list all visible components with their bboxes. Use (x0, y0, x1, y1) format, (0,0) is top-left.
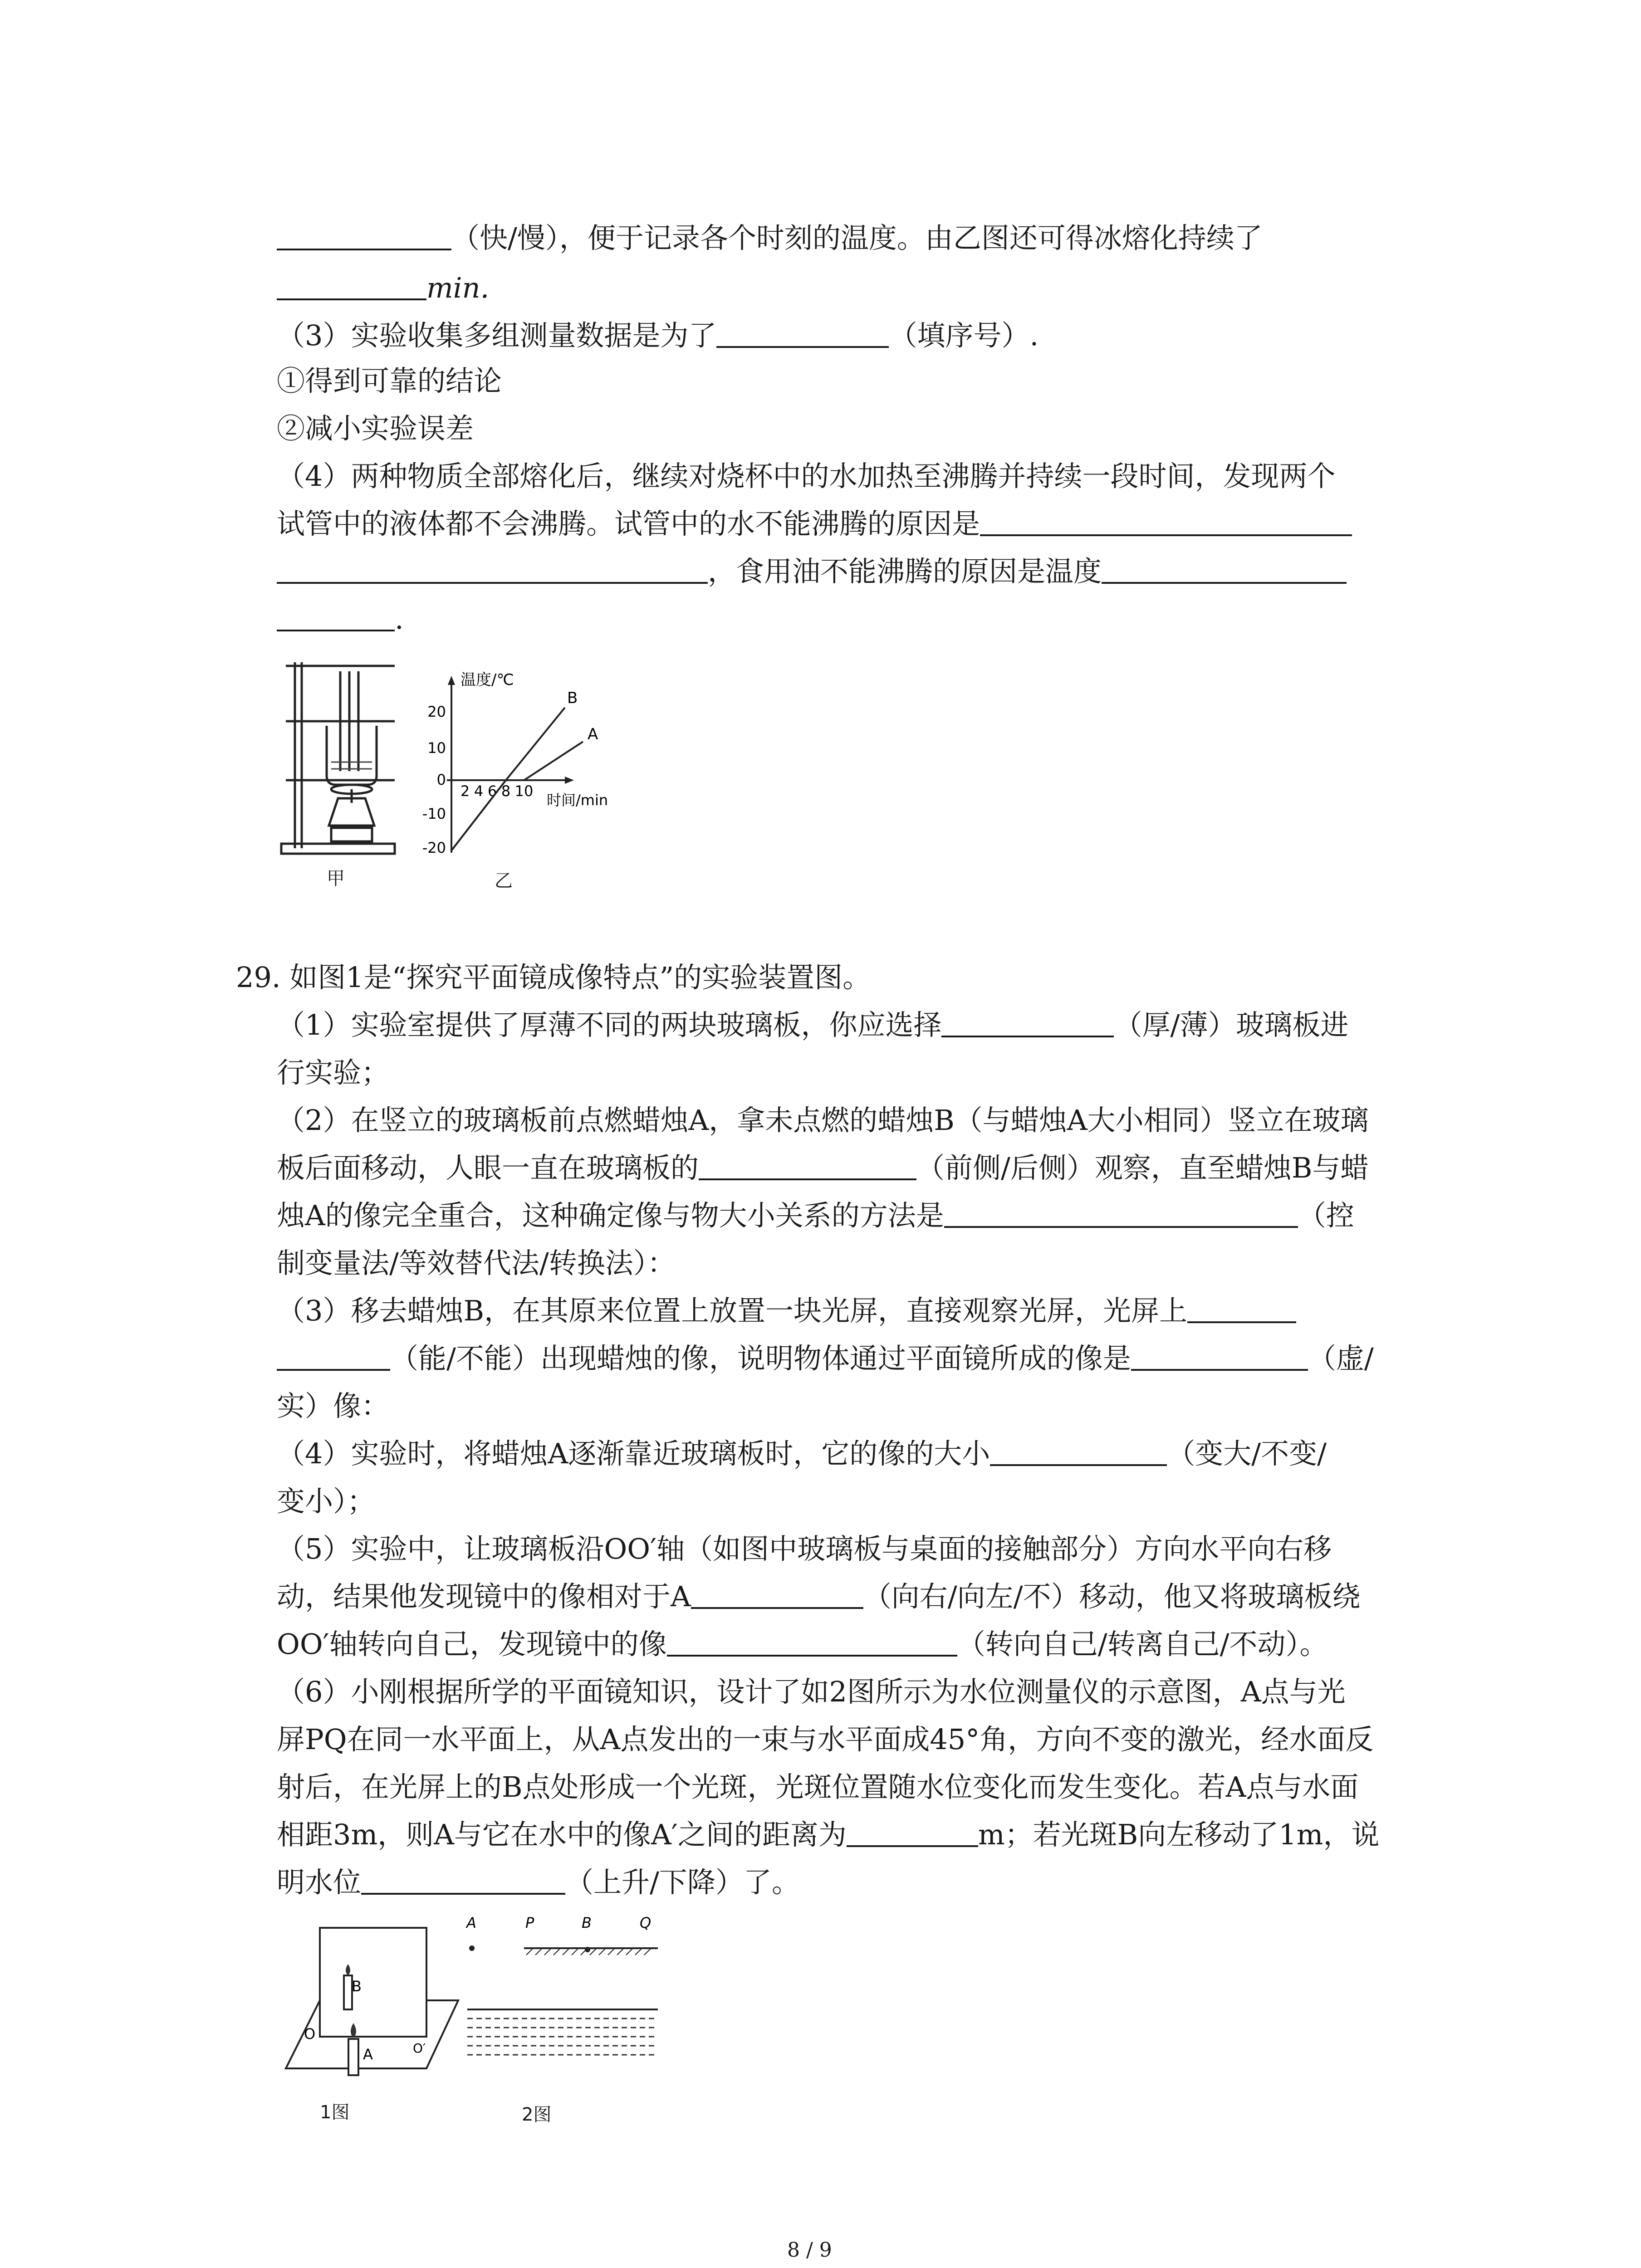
q28-option-2: ②减小实验误差 (277, 412, 474, 445)
q29-part6-line3: 射后，在光屏上的B点处形成一个光斑，光斑位置随水位变化而发生变化。若A点与水面 (277, 1770, 1359, 1804)
q28-line-6: （4）两种物质全部熔化后，继续对烧杯中的水加热至沸腾并持续一段时间，发现两个 (277, 459, 1336, 493)
label-p: P (525, 1914, 534, 1931)
q29-part5-line2: 动，结果他发现镜中的像相对于A （向右/向左/不）移动，他又将玻璃板绕 (277, 1580, 1361, 1613)
label-b: B (582, 1914, 592, 1931)
answer-blank[interactable] (716, 318, 889, 348)
y-axis-label: 温度/℃ (460, 671, 514, 689)
q29-part5-line3: OO′轴转向自己，发现镜中的像 （转向自己/转离自己/不动）。 (277, 1628, 1328, 1661)
y-tick-label: 0 (436, 771, 446, 788)
q28-line-7: 试管中的液体都不会沸腾。试管中的水不能沸腾的原因是 (277, 506, 1352, 542)
q28-line-1: （快/慢），便于记录各个时刻的温度。由乙图还可得冰熔化持续了 (277, 220, 1263, 256)
figure-yi-graph (415, 671, 696, 862)
answer-blank[interactable] (667, 1627, 957, 1657)
figure-jia-caption: 甲 (327, 868, 345, 889)
q29-part3-line1: （3）移去蜡烛B，在其原来位置上放置一块光屏，直接观察光屏，光屏上 (277, 1293, 1296, 1329)
answer-blank[interactable] (691, 1579, 863, 1609)
q29-part4-line2: 变小）； (277, 1485, 376, 1518)
q29-part2-line4: 制变量法/等效替代法/转换法）： (277, 1246, 676, 1280)
x-tick-label: 4 (474, 782, 484, 800)
q28-line-8: ，食用油不能沸腾的原因是温度 (277, 553, 1347, 590)
y-tick-label: 20 (427, 703, 446, 720)
figure-yi-caption: 乙 (495, 870, 513, 891)
q28-line-2: min. (277, 270, 489, 306)
page-number: 8 / 9 (787, 2239, 832, 2262)
answer-blank[interactable] (980, 506, 1352, 536)
x-tick-label: 8 (501, 782, 511, 800)
figure-2-caption: 2图 (522, 2104, 552, 2125)
q29-part2-line3: 烛A的像完全重合，这种确定像与物大小关系的方法是 （控 (277, 1199, 1354, 1232)
answer-blank[interactable] (361, 1865, 565, 1895)
candle-b (344, 1975, 352, 2009)
answer-blank[interactable] (1131, 1341, 1308, 1371)
series-a-label: A (588, 725, 598, 743)
point-a (469, 1945, 475, 1951)
q29-part6-line5: 明水位 （上升/下降）了。 (277, 1866, 800, 1899)
label-b: B (352, 1978, 362, 1995)
label-o: O (304, 2025, 316, 2043)
answer-blank[interactable] (277, 601, 395, 631)
q29-part2-line2: 板后面移动，人眼一直在玻璃板的 （前侧/后侧）观察，直至蜡烛B与蜡 (277, 1151, 1369, 1184)
figure-1-mirror-setup (277, 1919, 463, 2082)
answer-blank[interactable] (277, 220, 451, 250)
q28-line-9: . (277, 601, 404, 637)
q29-title: 29. 如图1是“探究平面镜成像特点”的实验装置图。 (236, 961, 871, 994)
label-a: A (363, 2046, 373, 2063)
answer-blank[interactable] (1102, 554, 1347, 584)
q29-part6-line4: 相距3m，则A与它在水中的像A′之间的距离为 m；若光斑B向左移动了1m，说 (277, 1818, 1380, 1851)
q29-part3-line3: 实）像： (277, 1389, 390, 1422)
q29-part1-cont: 行实验； (277, 1056, 390, 1089)
glass-plate (320, 1928, 426, 2037)
y-tick-label: -10 (422, 805, 446, 822)
y-tick-label: 10 (427, 739, 446, 757)
x-tick-label: 2 (460, 782, 470, 800)
x-tick-label: 10 (514, 782, 534, 800)
q29-part3-line2: （能/不能）出现蜡烛的像，说明物体通过平面镜所成的像是 （虚/ (277, 1340, 1374, 1377)
answer-blank[interactable] (944, 1198, 1298, 1228)
x-axis-label: 时间/min (547, 792, 608, 809)
answer-blank[interactable] (847, 1817, 978, 1847)
answer-blank[interactable] (1187, 1293, 1296, 1323)
answer-blank[interactable] (277, 1341, 390, 1371)
answer-blank[interactable] (699, 1150, 916, 1180)
q28-option-1: ①得到可靠的结论 (277, 364, 502, 397)
answer-blank[interactable] (277, 270, 426, 300)
q29-part5-line1: （5）实验中，让玻璃板沿OO′轴（如图中玻璃板与桌面的接触部分）方向水平向右移 (277, 1532, 1332, 1565)
q29-part1: （1）实验室提供了厚薄不同的两块玻璃板，你应选择 （厚/薄）玻璃板进 (277, 1008, 1349, 1041)
y-tick-label: -20 (422, 839, 446, 856)
q29-part4-line1: （4）实验时，将蜡烛A逐渐靠近玻璃板时，它的像的大小 （变大/不变/ (277, 1437, 1327, 1470)
x-tick-label: 6 (487, 782, 497, 800)
label-q: Q (640, 1914, 652, 1931)
q28-line-3: （3）实验收集多组测量数据是为了 （填序号）. (277, 319, 1039, 352)
answer-blank[interactable] (277, 554, 708, 584)
q29-part2-line1: （2）在竖立的玻璃板前点燃蜡烛A，拿未点燃的蜡烛B（与蜡烛A大小相同）竖立在玻璃 (277, 1104, 1369, 1137)
answer-blank[interactable] (990, 1436, 1167, 1466)
label-o-prime: O′ (413, 2041, 426, 2056)
figure-1-caption: 1图 (320, 2102, 350, 2123)
figure-jia-apparatus (277, 653, 404, 857)
series-b-label: B (567, 689, 578, 707)
q29-part6-line1: （6）小刚根据所学的平面镜知识，设计了如2图所示为水位测量仪的示意图，A点与光 (277, 1675, 1346, 1708)
q29-part6-line2: 屏PQ在同一水平面上，从A点发出的一束与水平面成45°角，方向不变的激光，经水面反 (277, 1723, 1374, 1756)
answer-blank[interactable] (941, 1007, 1114, 1037)
light-spot-b (585, 1947, 590, 1952)
label-a: A (466, 1914, 476, 1931)
candle-a (348, 2039, 358, 2075)
figure-2-water-gauge (458, 1910, 667, 2091)
